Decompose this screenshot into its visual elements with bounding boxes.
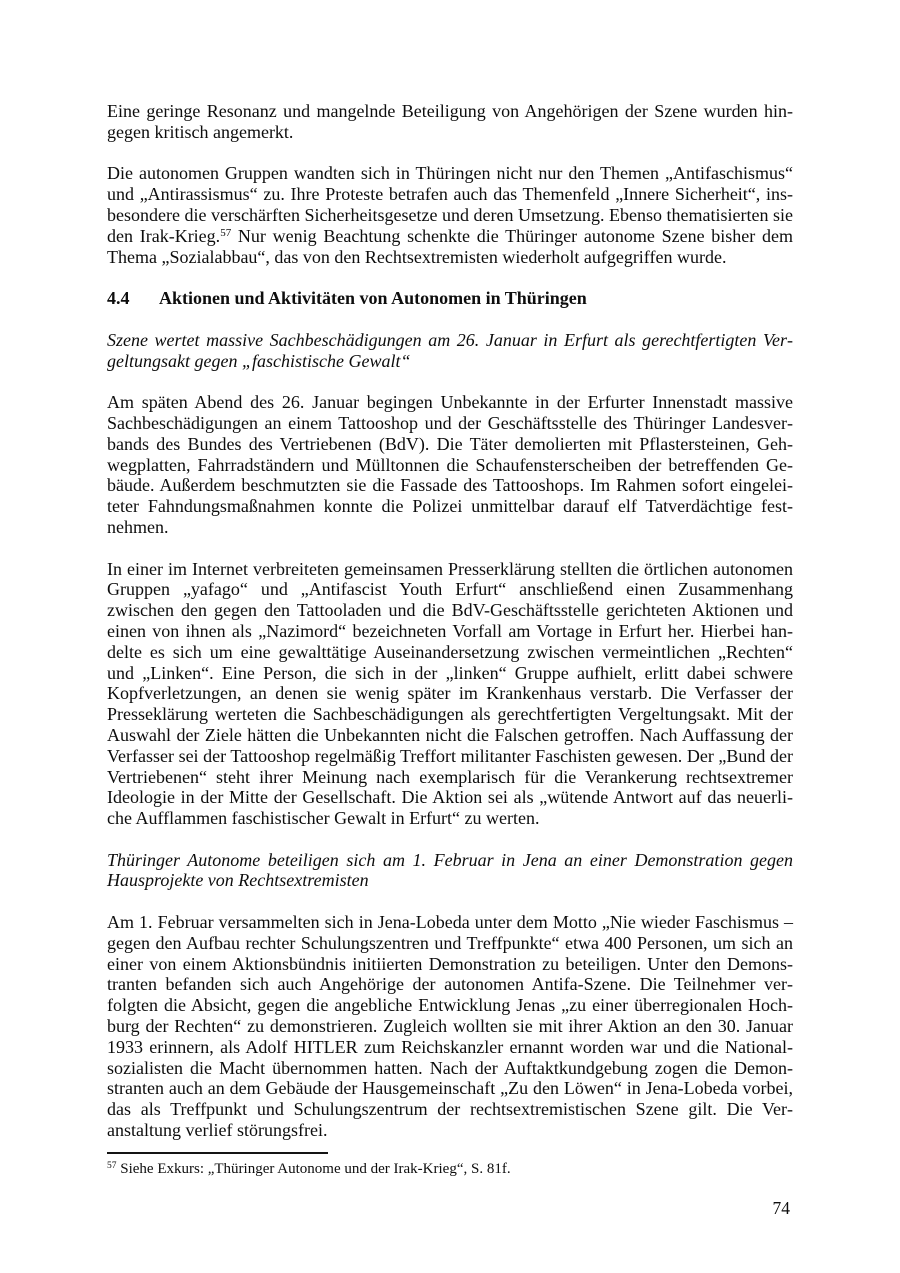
- footnote-57: [107, 1161, 793, 1179]
- paragraph-resonanz: Eine geringe Resonanz und mangelnde Beteiligung von Angehörigen der Szene wurden hingegen kritisch angemerkt.: [107, 101, 793, 142]
- paragraph-themen-text-before: Die autonomen Gruppen wandten sich in Thüringen nicht nur den Themen „Antifaschismus“ und „Antirassismus“ zu. Ihre Proteste betrafen auch das Themenfeld „Innere Sicherheit“, insbesondere die verschärften Sicherheitsgesetze und deren Umsetzung. Ebenso thematisierten sie den Irak-Krieg.: [107, 163, 793, 246]
- paragraph-themen-text-after: Nur wenig Beachtung schenkte die Thüringer autonome Szene bisher dem Thema „Sozialabbau“, das von den Rechtsextremisten wiederholt aufgegriffen wurde.: [107, 225, 793, 267]
- page-number: 74: [772, 1198, 790, 1218]
- footnote-reference-57: 57: [220, 226, 232, 239]
- footnote-separator-rule: [107, 1152, 328, 1154]
- paragraph-jena-lobeda: Am 1. Februar versammelten sich in Jena-Lobeda unter dem Motto „Nie wieder Faschismus – gegen den Aufbau rechter Schulungszentren und Treffpunkte“ etwa 400 Personen, um sich an einer von einem Aktionsbündnis initiierten Demonstration zu beteiligen. Unter den Demonstranten befanden sich auch Angehörige der autonomen Antifa-Szene. Die Teilnehmer verfolgten die Absicht, gegen die angebliche Entwicklung Jenas „zu einer überregionalen Hochburg der Rechten“ zu demonstrieren. Zugleich wollten sie mit ihrer Aktion an den 30. Januar 1933 erinnern, als Adolf HITLER zum Reichskanzler ernannt worden war und die Nationalsozialisten die Macht übernommen hatten. Nach der Auftaktkundgebung zogen die Demonstranten auch an dem Gebäude der Hausgemeinschaft „Zu den Löwen“ in Jena-Lobeda vorbei, das als Treffpunkt und Schulungszentrum der rechtsextremistischen Szene gilt. Die Veranstaltung verlief störungsfrei.: [107, 912, 793, 1141]
- subheading-sachbeschaedigungen: Szene wertet massive Sachbeschädigungen am 26. Januar in Erfurt als gerechtfertigten Vergeltungsakt gegen „faschistische Gewalt“: [107, 329, 793, 371]
- paragraph-tattooshop: Am späten Abend des 26. Januar begingen Unbekannte in der Erfurter Innenstadt massive Sachbeschädigungen an einem Tattooshop und der Geschäftsstelle des Thüringer Landesverbands des Bundes des Vertriebenen (BdV). Die Täter demolierten mit Pflastersteinen, Gehwegplatten, Fahrradständern und Mülltonnen die Schaufensterscheiben der betreffenden Gebäude. Außerdem beschmutzten sie die Fassade des Tattooshops. Im Rahmen sofort eingeleiteter Fahndungsmaßnahmen konnte die Polizei unmittelbar darauf elf Tatverdächtige festnehmen.: [107, 392, 793, 537]
- footnote-marker: 57: [107, 1161, 117, 1172]
- subheading-demonstration-jena: Thüringer Autonome beteiligen sich am 1. Februar in Jena an einer Demonstration gegen Hausprojekte von Rechtsextremisten: [107, 849, 793, 891]
- section-title: Aktionen und Aktivitäten von Autonomen in Thüringen: [159, 288, 587, 309]
- footnote-area: [107, 1152, 793, 1179]
- footnote-text: Siehe Exkurs: „Thüringer Autonome und der Irak-Krieg“, S. 81f.: [120, 1161, 511, 1177]
- page-body: [107, 101, 793, 1162]
- section-heading-4-4: [107, 288, 793, 309]
- section-number: 4.4: [107, 288, 130, 309]
- paragraph-presserklaerung: In einer im Internet verbreiteten gemeinsamen Presserklärung stellten die örtlichen autonomen Gruppen „yafago“ und „Antifascist Youth Erfurt“ anschließend einen Zusammenhang zwischen den gegen den Tattooladen und die BdV-Geschäftsstelle gerichteten Aktionen und einen von ihnen als „Nazimord“ bezeichneten Vorfall am Vortage in Erfurt her. Hierbei handelte es sich um eine gewalttätige Auseinandersetzung zwischen vermeintlichen „Rechten“ und „Linken“. Eine Person, die sich in der „linken“ Gruppe aufhielt, erlitt dabei schwere Kopfverletzungen, an denen sie wenig später im Krankenhaus verstarb. Die Verfasser der Presseklärung werteten die Sachbeschädigungen als gerechtfertigten Vergeltungsakt. Mit der Auswahl der Ziele hätten die Unbekannten nicht die Falschen getroffen. Nach Auffassung der Verfasser sei der Tattooshop regelmäßig Treffort militanter Faschisten gewesen. Der „Bund der Vertriebenen“ steht ihrer Meinung nach exemplarisch für die Verankerung rechtsextremer Ideologie in der Mitte der Gesellschaft. Die Aktion sei als „wütende Antwort auf das neuerliche Aufflammen faschistischer Gewalt in Erfurt“ zu werten.: [107, 558, 793, 829]
- paragraph-themen: [107, 163, 793, 267]
